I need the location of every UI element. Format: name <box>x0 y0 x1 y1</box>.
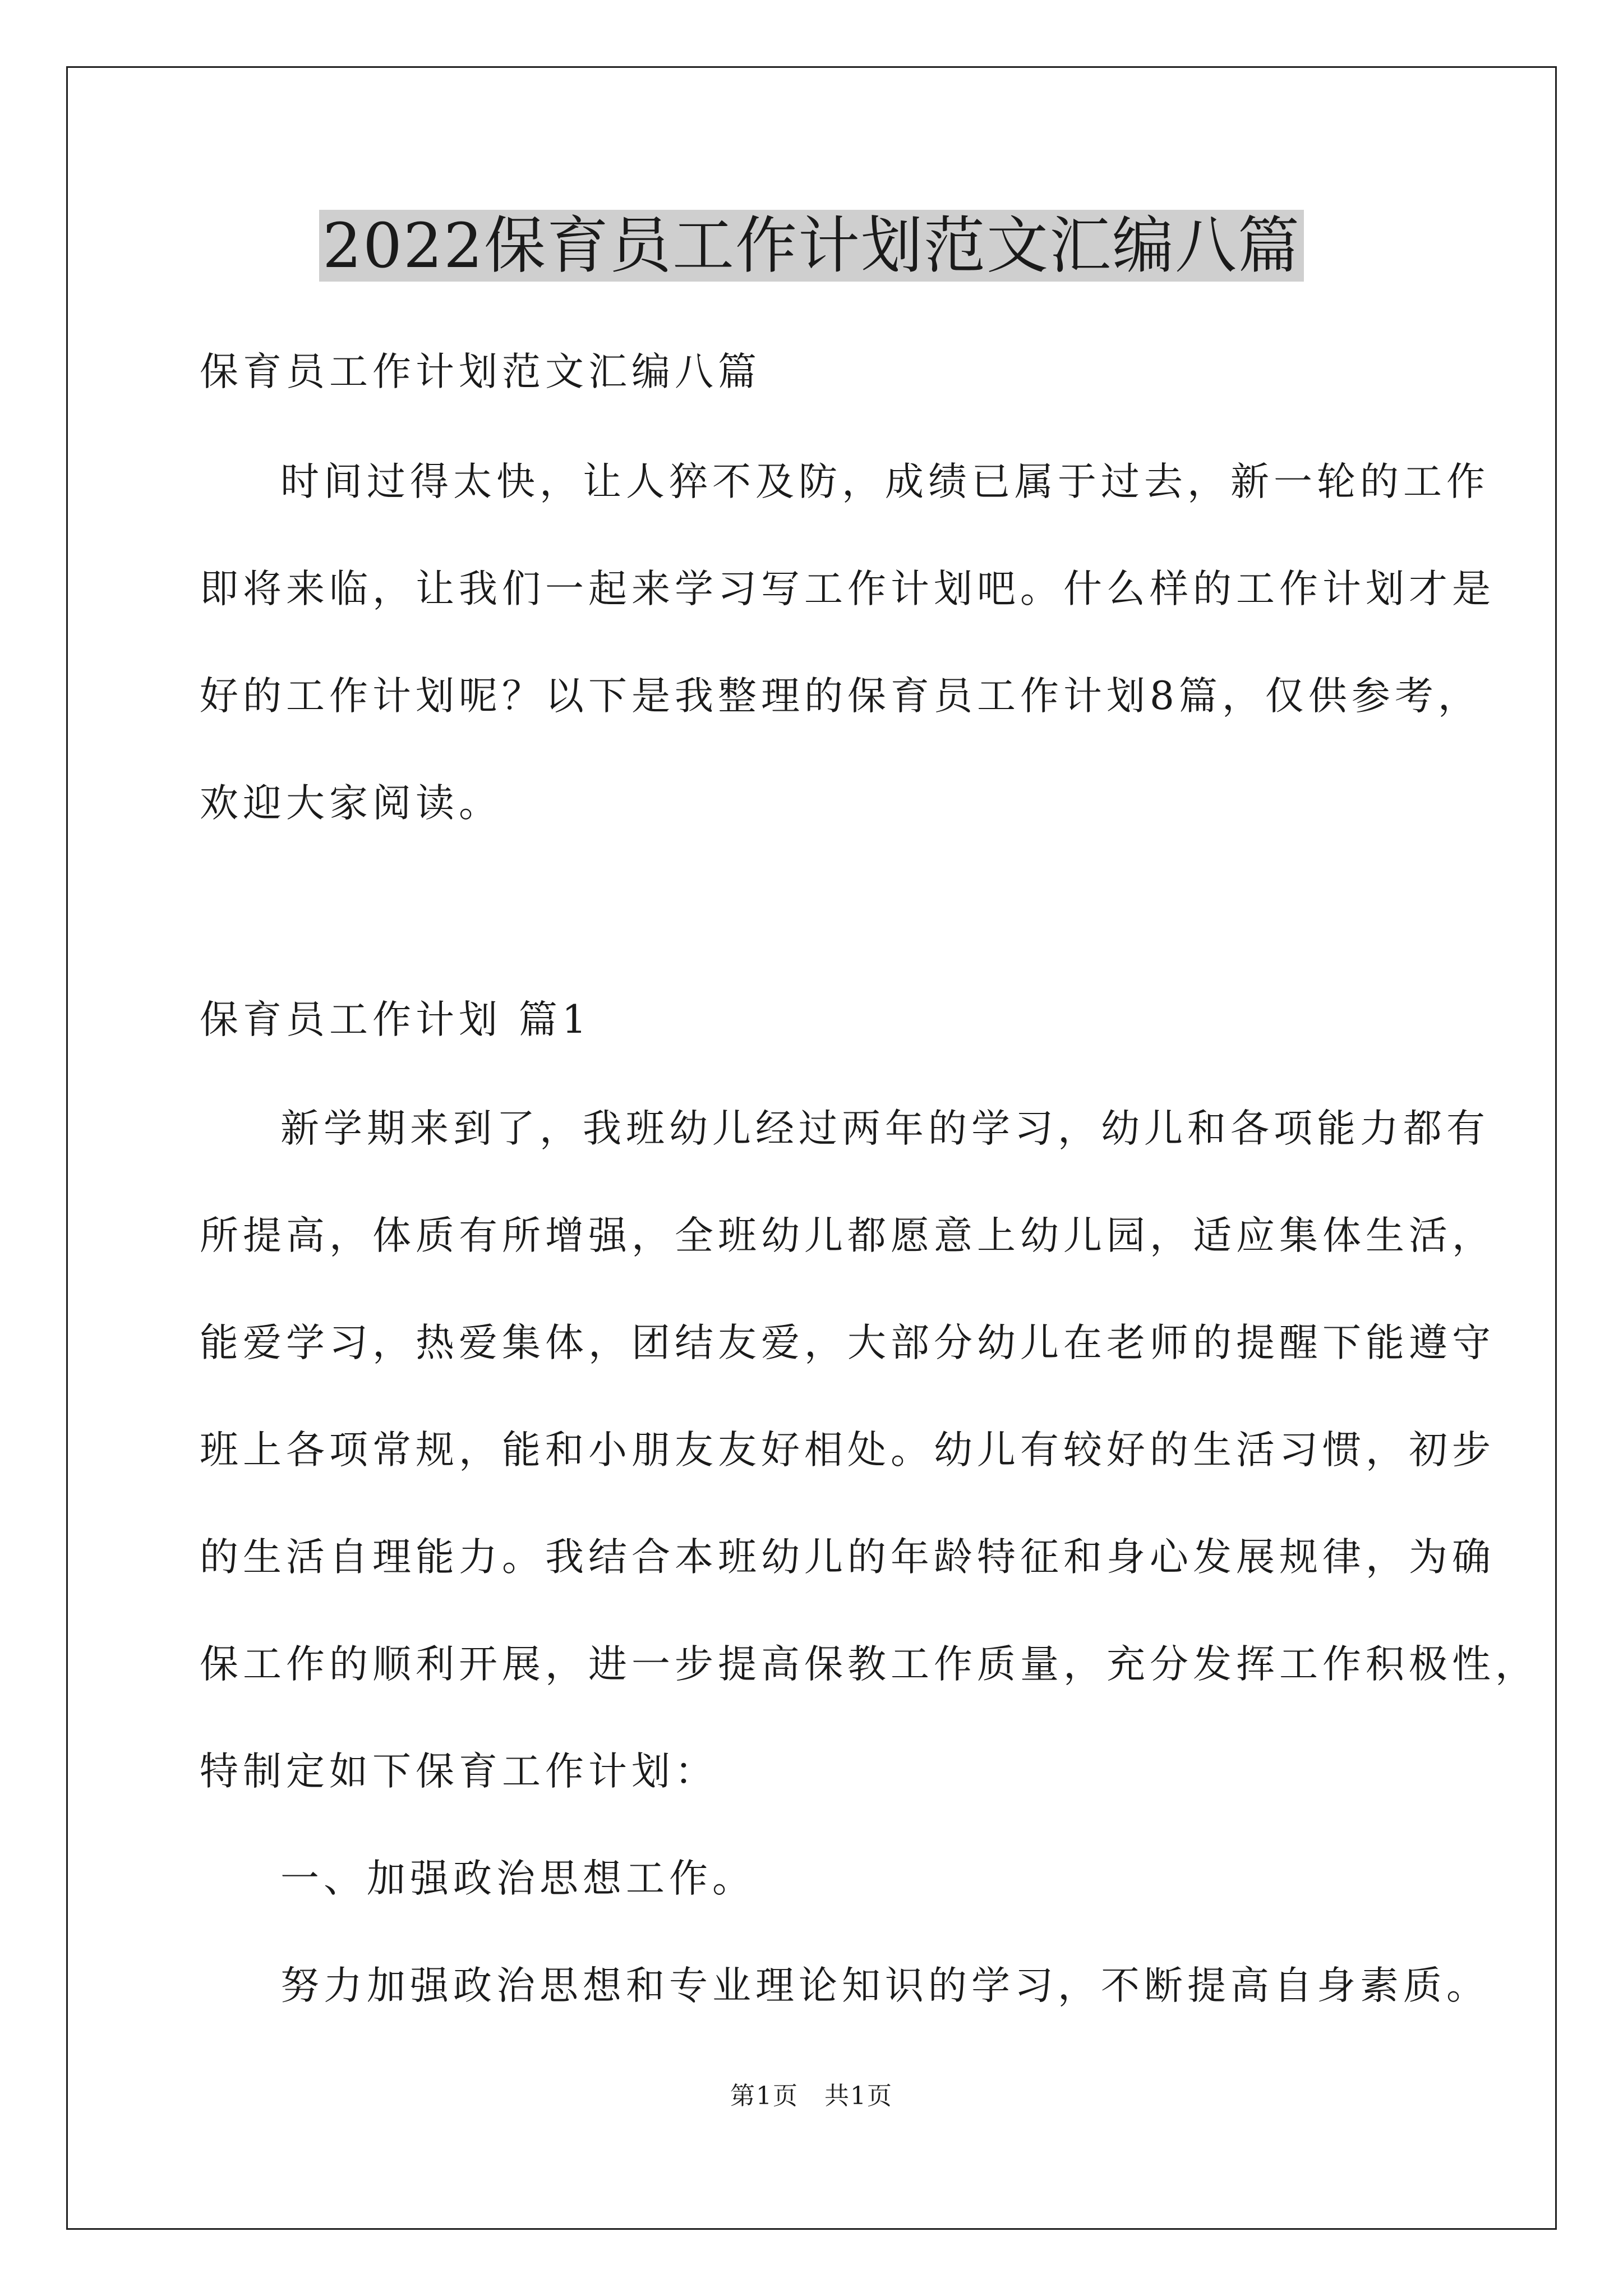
body-line: 能爱学习，热爱集体，团结友爱，大部分幼儿在老师的提醒下能遵守 <box>200 1320 1495 1365</box>
section-heading: 保育员工作计划 篇1 <box>200 997 591 1042</box>
body-line: 的生活自理能力。我结合本班幼儿的年龄特征和身心发展规律，为确 <box>200 1535 1495 1580</box>
body-line: 新学期来到了，我班幼儿经过两年的学习，幼儿和各项能力都有 <box>280 1106 1490 1151</box>
body-line: 所提高，体质有所增强，全班幼儿都愿意上幼儿园，适应集体生活， <box>200 1213 1495 1258</box>
body-line: 特制定如下保育工作计划： <box>200 1749 718 1794</box>
intro-line: 好的工作计划呢？以下是我整理的保育员工作计划8篇，仅供参考， <box>200 674 1481 719</box>
intro-line: 即将来临，让我们一起来学习写工作计划吧。什么样的工作计划才是 <box>200 567 1495 611</box>
item-heading: 一、加强政治思想工作。 <box>280 1856 755 1901</box>
page-footer: 第1页 共1页 <box>730 2082 893 2110</box>
document-subtitle: 保育员工作计划范文汇编八篇 <box>200 349 761 394</box>
body-line: 班上各项常规，能和小朋友友好相处。幼儿有较好的生活习惯，初步 <box>200 1428 1495 1473</box>
intro-line: 时间过得太快，让人猝不及防，成绩已属于过去，新一轮的工作 <box>280 459 1490 504</box>
document-title <box>0 206 1623 285</box>
intro-line: 欢迎大家阅读。 <box>200 781 502 826</box>
document-title-text: 2022保育员工作计划范文汇编八篇 <box>319 210 1304 282</box>
body-line: 保工作的顺利开展，进一步提高保教工作质量，充分发挥工作积极性， <box>200 1642 1538 1687</box>
item-body: 努力加强政治思想和专业理论知识的学习，不断提高自身素质。 <box>280 1963 1490 2008</box>
